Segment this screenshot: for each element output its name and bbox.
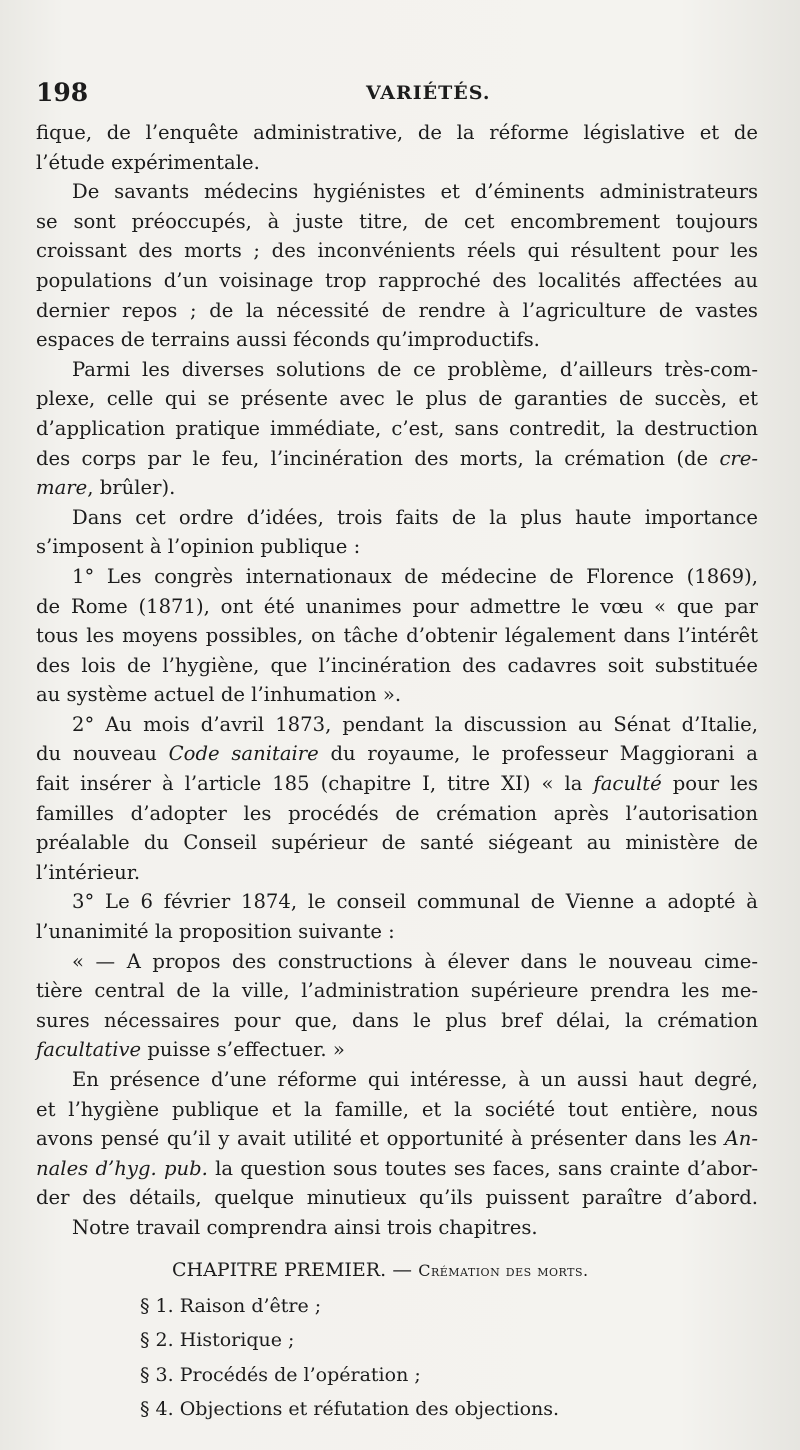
text-line: d’application pratique immédiate, c’est, sans contredit, la destruction (36, 416, 758, 440)
text-run: des corps par le feu, l’incinération des morts, la crémation (de (36, 446, 720, 470)
text-line: En présence d’une réforme qui intéresse, à un aussi haut degré, (72, 1068, 758, 1091)
text-line: tière central de la ville, l’administration supérieure prendra les me- (36, 979, 758, 1003)
text-run: du royaume, le professeur Maggiorani a (318, 742, 758, 766)
text-line: populations d’un voisinage trop rapproché des localités affectées au (36, 268, 758, 292)
text-line (36, 1124, 758, 1154)
text-line: Dans cet ordre d’idées, trois faits de la plus haute importance (72, 505, 758, 529)
text-line (36, 473, 758, 503)
chapter-dash: — (386, 1257, 419, 1281)
text-line: fique, de l’enquête administrative, de la réforme législative et de (36, 121, 758, 144)
text-run: la question sous toutes ses faces, sans crainte d’abor- (207, 1156, 758, 1180)
section-item: § 4. Objections et réfutation des objections. (140, 1398, 560, 1421)
text-line: Parmi les diverses solutions de ce problème, d’ailleurs très-com- (72, 357, 758, 381)
text-line: au système actuel de l’inhumation ». (36, 683, 402, 707)
section-item: § 3. Procédés de l’opération ; (140, 1363, 421, 1386)
text-line: préalable du Conseil supérieur de santé siégeant au ministère de (36, 831, 758, 855)
page-number: 198 (36, 78, 89, 107)
text-line: l’unanimité la proposition suivante : (36, 920, 395, 944)
italic-text: An- (724, 1127, 758, 1151)
text-line: espaces de terrains aussi féconds qu’improductifs. (36, 328, 540, 352)
text-line: dernier repos ; de la nécessité de rendre à l’agriculture de vastes (36, 298, 758, 322)
text-line: Notre travail comprendra ainsi trois chapitres. (72, 1215, 538, 1239)
text-line: croissant des morts ; des inconvénients réels qui résultent pour les (36, 239, 758, 263)
italic-text: Code sanitaire (168, 742, 319, 766)
text-line: 2° Au mois d’avril 1873, pendant la discussion au Sénat d’Italie, (72, 712, 758, 736)
text-line: et l’hygiène publique et la famille, et la société tout entière, nous (36, 1097, 758, 1121)
text-line (36, 1035, 758, 1065)
italic-text: nales d’hyg. pub. (36, 1156, 208, 1180)
section-item: § 2. Historique ; (140, 1329, 295, 1352)
text-line: « — A propos des constructions à élever dans le nouveau cime- (72, 949, 758, 973)
italic-text: mare (36, 476, 88, 500)
text-line: der des détails, quelque minutieux qu’ils puissent paraître d’abord. (36, 1186, 758, 1210)
running-head: VARIÉTÉS. (366, 82, 491, 104)
text-run: puisse s’effectuer. » (141, 1038, 345, 1062)
chapter-title: CHAPITRE PREMIER. (172, 1258, 387, 1281)
text-run: pour les (661, 772, 759, 796)
page-header (36, 78, 760, 110)
italic-text: cre- (719, 446, 758, 470)
body-text (36, 118, 758, 1427)
text-line: sures nécessaires pour que, dans le plus bref délai, la crémation (36, 1008, 758, 1032)
text-line: l’étude expérimentale. (36, 150, 260, 174)
text-line: 1° Les congrès internationaux de médecine de Florence (1869), (72, 564, 758, 588)
text-run: , brûler). (87, 476, 176, 500)
section-list (36, 1289, 758, 1427)
text-line (36, 1154, 758, 1184)
italic-text: faculté (593, 772, 662, 796)
text-line (36, 444, 758, 474)
text-line: l’intérieur. (36, 860, 141, 884)
text-line: tous les moyens possibles, on tâche d’obtenir légalement dans l’intérêt (36, 624, 758, 648)
chapter-heading (36, 1251, 758, 1289)
text-line: s’imposent à l’opinion publique : (36, 535, 361, 559)
text-line: De savants médecins hygiénistes et d’éminents administrateurs (72, 180, 758, 204)
text-line: 3° Le 6 février 1874, le conseil communal de Vienne a adopté à (72, 890, 758, 914)
text-line: de Rome (1871), ont été unanimes pour admettre le vœu « que par (36, 594, 758, 618)
text-line (36, 769, 758, 799)
text-line: familles d’adopter les procédés de crémation après l’autorisation (36, 801, 758, 825)
text-run: avons pensé qu’il y avait utilité et opportunité à présenter dans les (36, 1127, 725, 1151)
chapter-subtitle: Crémation des morts. (418, 1260, 589, 1280)
text-line (36, 739, 758, 769)
section-item: § 1. Raison d’être ; (140, 1294, 322, 1317)
italic-text: facultative (36, 1038, 142, 1062)
text-line: plexe, celle qui se présente avec le plus de garanties de succès, et (36, 387, 758, 411)
text-run: du nouveau (36, 742, 169, 766)
text-line: se sont préoccupés, à juste titre, de cet encombrement toujours (36, 209, 758, 233)
text-line: des lois de l’hygiène, que l’incinération des cadavres soit substituée (36, 653, 758, 677)
text-run: fait insérer à l’article 185 (chapitre I, titre XI) « la (36, 772, 594, 796)
